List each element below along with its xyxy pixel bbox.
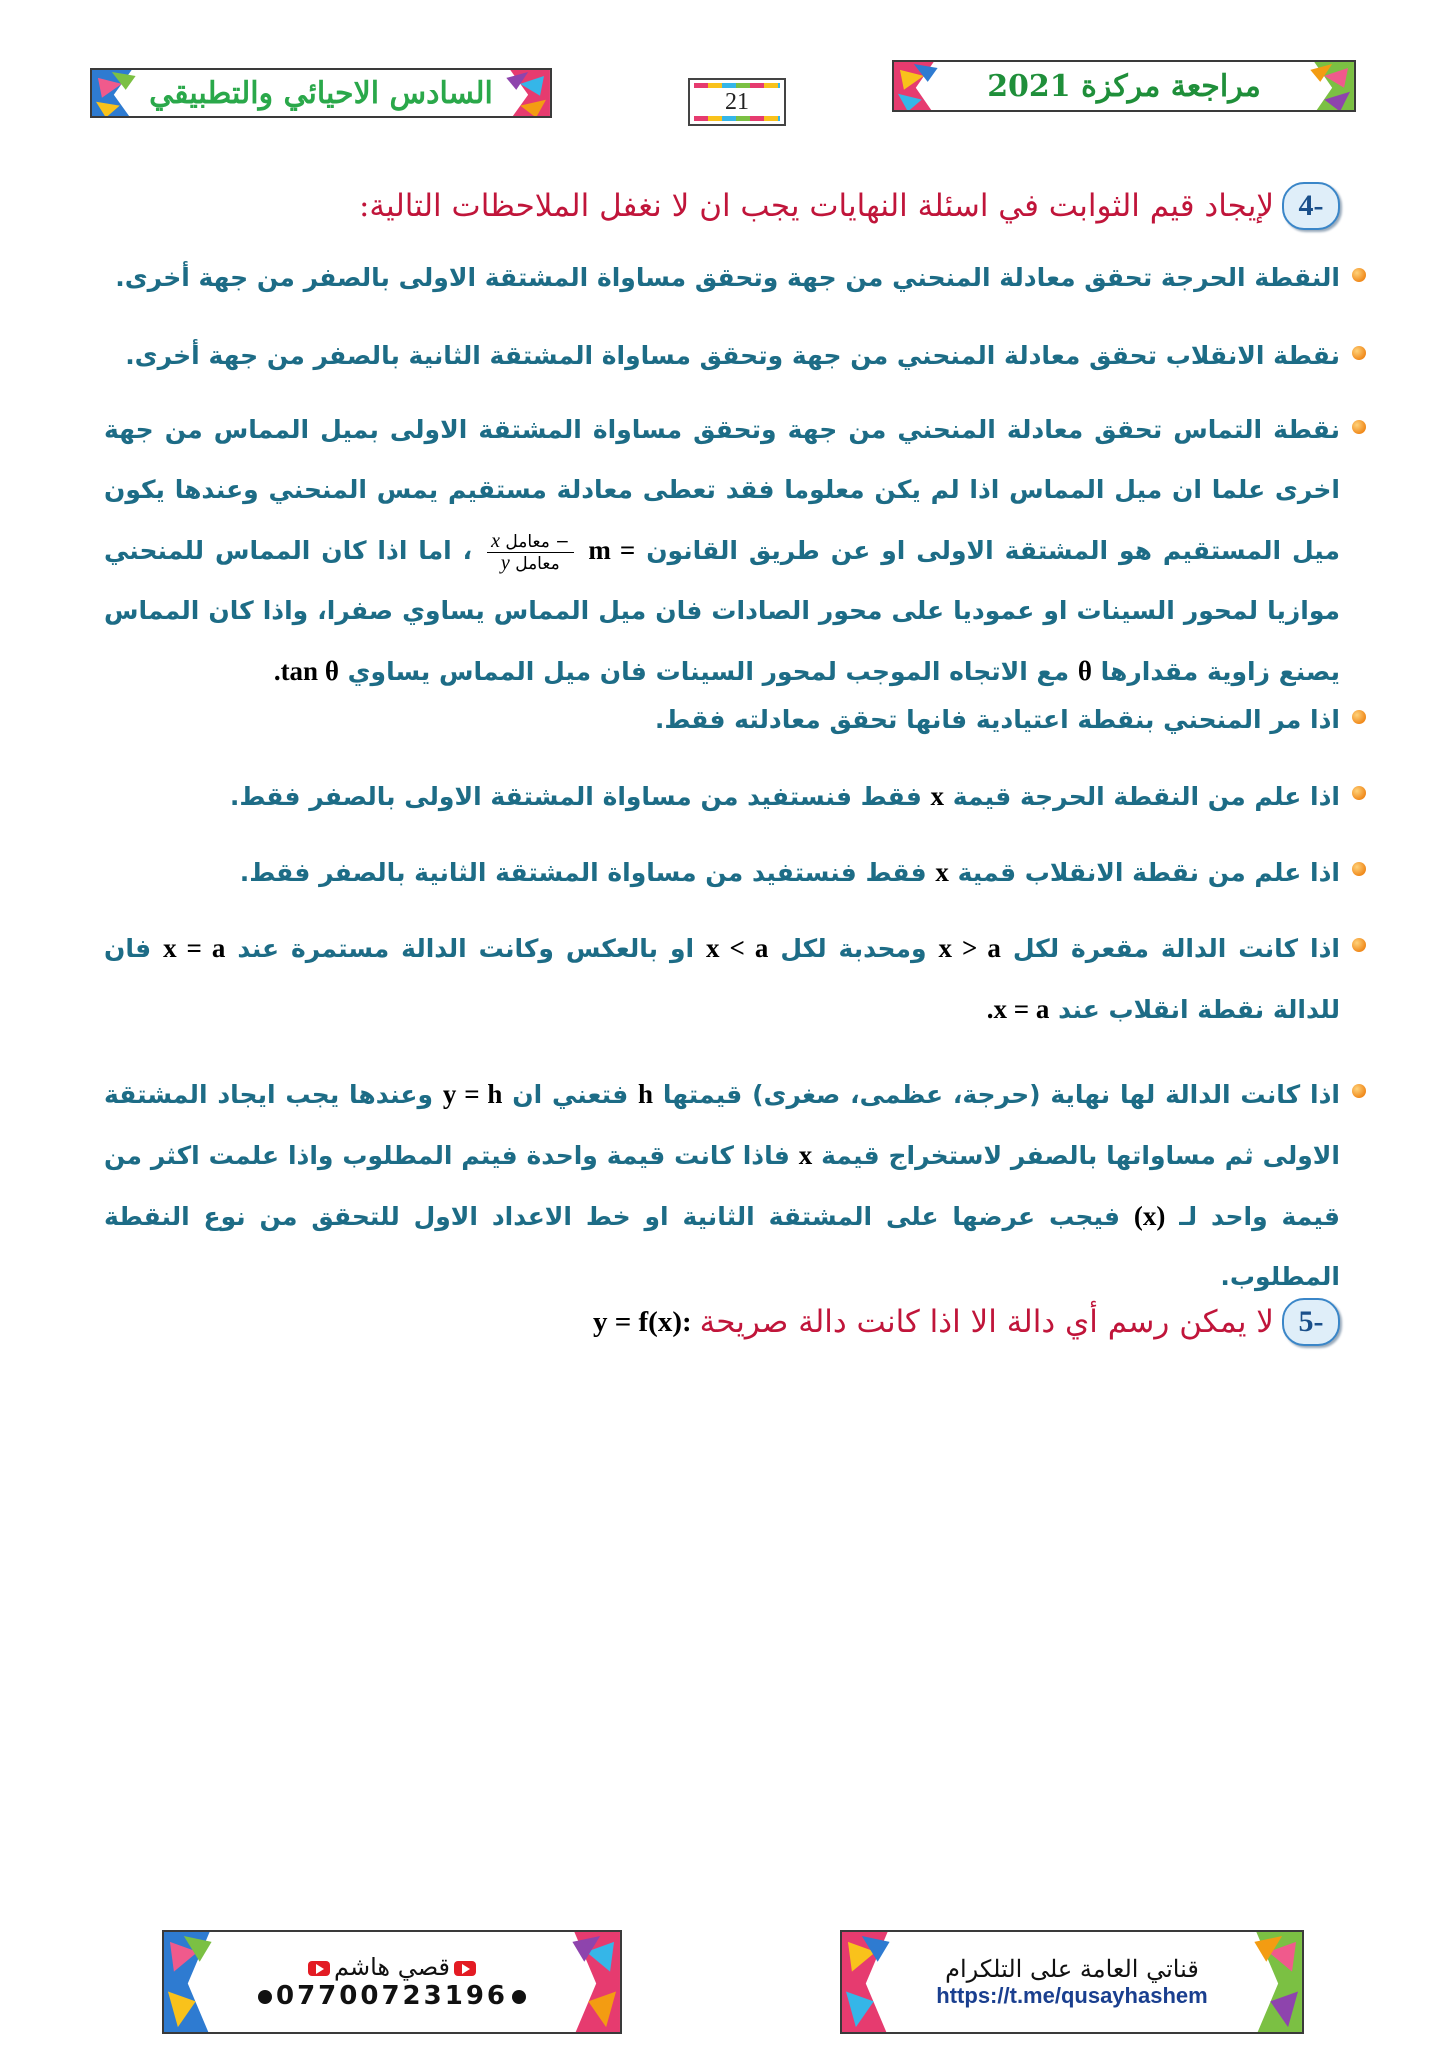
math-expr: x > a [938,933,1001,963]
slope-equation: m = [588,535,636,565]
note-text: اذا مر المنحني بنقطة اعتيادية فانها تحقق معادلته فقط. [654,705,1340,734]
note-text: فيجب عرضها على المشتقة الثانية او خط الاعداد الاول للتحقق من نوع النقطة المطلوب. [104,1202,1340,1291]
math-expr: x = a [163,933,226,963]
math-x: x [798,1140,813,1170]
note-text: ، اما اذا كان المماس للمنحني موازيا لمحور السينات او عموديا على محور الصادات فان ميل المماس يساوي صفرا، واذا كان المماس يصنع زاوية مقدارها [104,536,1340,686]
note-item-5 [104,766,1340,827]
note-text: ومحدبة لكل [780,934,927,963]
note-item-6 [104,842,1340,903]
bullet-icon [1352,268,1366,282]
bullet-icon [1352,862,1366,876]
note-text: فقط فنستفيد من مساواة المشتقة الاولى بالصفر فقط. [229,782,922,811]
math-h: h [638,1079,654,1109]
math-x: x [935,857,949,887]
youtube-icon [454,1961,476,1976]
math-x: x [930,781,945,811]
note-item-7: اذا كانت الدالة مقعرة لكل x > a ومحدبة لكل x < a او بالعكس وكانت الدالة مستمرة عند x = a فان للدالة نقطة انقلاب عند x = a. [104,918,1340,1040]
theta-symbol: θ [1077,656,1092,686]
bullet-icon [1352,420,1366,434]
section-4-heading [359,182,1340,230]
section-5-heading [593,1298,1340,1346]
author-name: قصي هاشم [334,1953,450,1981]
note-text: النقطة الحرجة تحقق معادلة المنحني من جهة وتحقق مساواة المشتقة الاولى بالصفر من جهة أخرى. [115,263,1340,292]
header-left-banner [90,68,552,118]
note-text: نقطة التماس تحقق معادلة المنحني من جهة وتحقق مساواة المشتقة الاولى بميل المماس من جهة اخرى علما ان ميل المماس اذا لم يكن معلوما فقد تعطى معادلة مستقيم يمس المنحني وعندها يكون ميل المستقيم هو المشتقة الاولى او عن طريق القانون [104,415,1340,565]
bullet-icon [1352,710,1366,724]
note-item-1 [104,248,1340,308]
note-text: فتعني ان [512,1080,629,1109]
note-item-4 [104,690,1340,750]
phone-icon [258,1990,272,2004]
math-expr: y = h [442,1079,503,1109]
math-expr: x < a [706,933,769,963]
footer-telegram-banner [840,1930,1304,2034]
telegram-link[interactable]: https://t.me/qusayhashem [936,1983,1208,2008]
math-expr: (x) [1133,1201,1166,1231]
bullet-icon [1352,786,1366,800]
note-text: مع الاتجاه الموجب لمحور السينات فان ميل المماس يساوي [347,657,1070,686]
note-text: اذا كانت الدالة مقعرة لكل [1012,934,1340,963]
slope-fraction: $\frac{\text{− معامل x}}{\text{معامل y}}$ [487,531,573,574]
note-text: اذا علم من نقطة الانقلاب قمية [957,858,1340,887]
footer-contact-banner [162,1930,622,2034]
note-text: اذا علم من النقطة الحرجة قيمة [952,782,1340,811]
bullet-icon [1352,1084,1366,1098]
note-text: فقط فنستفيد من مساواة المشتقة الثانية بالصفر فقط. [239,858,927,887]
note-item-2 [104,326,1340,386]
bullet-icon [1352,938,1366,952]
note-item-8 [104,1064,1340,1307]
note-text: اذا كانت الدالة لها نهاية (حرجة، عظمى، صغرى) قيمتها [662,1080,1340,1109]
section-5-title: لا يمكن رسم أي دالة الا اذا كانت دالة صريحة [699,1304,1274,1340]
header-left-title: السادس الاحيائي والتطبيقي [149,75,493,111]
section-5-math: y = f(x): [593,1305,692,1338]
phone-icon [512,1990,526,2004]
note-text: فاذا كانت قيمة واحدة فيتم المطلوب واذا علمت اكثر من قيمة واحد لـ [104,1141,1340,1231]
math-expr: x = a [993,994,1050,1024]
tan-theta: tan θ [280,656,339,686]
section-number-badge: 4- [1282,182,1340,230]
section-number-badge: 5- [1282,1298,1340,1346]
telegram-channel-title: قناتي العامة على التلكرام [945,1955,1199,1983]
note-text: نقطة الانقلاب تحقق معادلة المنحني من جهة وتحقق مساواة المشتقة الثانية بالصفر من جهة أخرى. [125,341,1340,370]
header-right-title: مراجعة مركزة 2021 [987,68,1261,104]
note-text: فان للدالة نقطة انقلاب عند [104,934,1340,1024]
note-item-3: نقطة التماس تحقق معادلة المنحني من جهة وتحقق مساواة المشتقة الاولى بميل المماس من جهة اخرى علما ان ميل المماس اذا لم يكن معلوما فقد تعطى معادلة مستقيم يمس المنحني وعندها يكون ميل المستقيم هو المشتقة الاولى او عن طريق القانون m = $\frac{\text{− معامل x}}{\text{معامل y}}$ ، اما اذا كان المماس للمنحني موازيا لمحور السينات او عموديا على محور الصادات فان ميل المماس يساوي صفرا، واذا كان المماس يصنع زاوية مقدارها θ مع الاتجاه الموجب لمحور السينات فان ميل المماس يساوي tan θ. [104,400,1340,702]
phone-number: 07700723196 [276,1981,508,2011]
page-number: 21 [688,78,786,126]
note-text: وعندها يجب ايجاد المشتقة الاولى ثم مساواتها بالصفر لاستخراج قيمة [104,1080,1340,1170]
note-text: او بالعكس وكانت الدالة مستمرة عند [237,934,695,963]
bullet-icon [1352,346,1366,360]
youtube-icon [308,1961,330,1976]
section-4-title: لإيجاد قيم الثوابت في اسئلة النهايات يجب ان لا نغفل الملاحظات التالية: [358,188,1274,224]
header-right-banner [892,60,1356,112]
